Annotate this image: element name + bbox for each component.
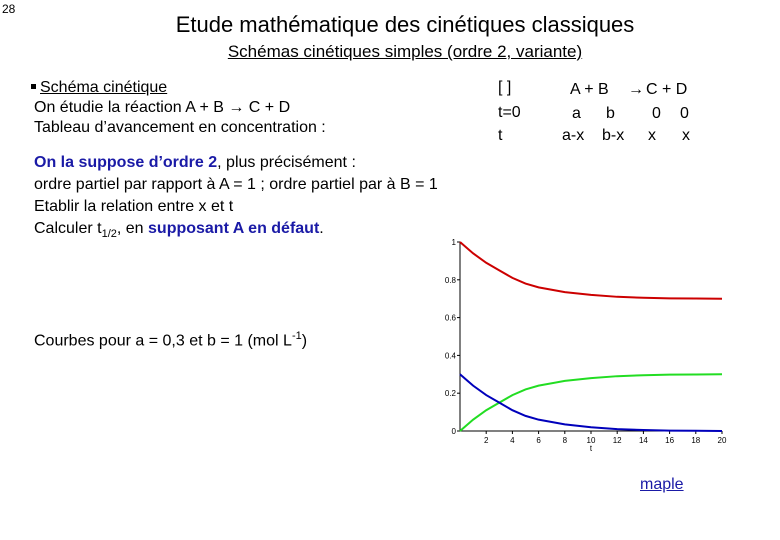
reaction-suffix: C + D [244, 99, 291, 116]
chart-curves [460, 242, 722, 431]
page-subtitle [0, 42, 780, 62]
x-tick-label: 16 [665, 436, 675, 445]
x-tick-label: 14 [638, 436, 648, 445]
equation-arrow-icon: → [628, 81, 644, 98]
order-line [34, 153, 356, 173]
table-col-header-2: t [498, 127, 503, 144]
reaction-line [34, 98, 290, 118]
y-tick-label: 0.2 [444, 389, 456, 399]
chart-axes [445, 238, 727, 453]
calc-emphasis: supposant A en défaut [148, 220, 320, 237]
table-cell: b [606, 105, 615, 122]
table-cell: x [648, 127, 656, 144]
tableau-line: Tableau d’avancement en concentration : [34, 119, 326, 136]
kinetics-chart [420, 232, 740, 457]
table-col-header-0: [ ] [498, 79, 512, 96]
table-cell: b-x [602, 127, 625, 144]
arrow-icon: → [228, 99, 245, 116]
order-rest: , plus précisément : [217, 154, 356, 171]
partial-order-line: ordre partiel par rapport à A = 1 ; ordre partiel par à B = 1 [34, 176, 438, 193]
equation-right: C + D [646, 81, 688, 98]
x-tick-label: 18 [691, 436, 701, 445]
y-tick-label: 0.4 [444, 351, 456, 361]
x-tick-label: 12 [612, 436, 622, 445]
x-tick-label: 4 [510, 436, 515, 445]
series-line-0 [460, 242, 722, 299]
series-line-2 [460, 374, 722, 431]
calc-line [34, 219, 324, 244]
table-cell: a-x [562, 127, 585, 144]
caption-sup: -1 [291, 330, 302, 342]
x-tick-label: 10 [586, 436, 596, 445]
curves-caption [34, 326, 307, 351]
y-tick-label: 0 [451, 427, 456, 436]
calc-end: . [319, 220, 324, 237]
calc-sub: 1/2 [101, 228, 117, 241]
x-tick-label: 2 [483, 436, 489, 445]
reaction-prefix: On étudie la réaction A + B [34, 99, 229, 116]
maple-link[interactable]: maple [640, 476, 684, 493]
calc-prefix: Calculer t [34, 220, 102, 237]
table-cell: x [682, 127, 690, 144]
x-tick-label: 6 [536, 436, 541, 445]
slide-number: 28 [2, 2, 16, 16]
x-tick-label: 8 [562, 436, 568, 445]
subtitle-text: Schémas cinétiques simples (ordre 2, variante) [227, 42, 583, 61]
order-emphasis: On la suppose d’ordre 2 [34, 154, 218, 171]
bullet-icon [31, 84, 36, 89]
x-tick-label: 20 [717, 436, 727, 445]
caption-prefix: Courbes pour a = 0,3 et b = 1 (mol L [34, 332, 292, 350]
x-axis-label: t [589, 444, 593, 453]
calc-middle: , en [116, 220, 149, 237]
y-tick-label: 1 [451, 238, 456, 247]
bullet-heading-line [30, 78, 167, 98]
page-title: Etude mathématique des cinétiques classiques [175, 12, 635, 37]
relation-line: Etablir la relation entre x et t [34, 198, 234, 215]
table-cell: 0 [680, 105, 689, 122]
caption-suffix: ) [301, 332, 308, 350]
table-cell: a [572, 105, 581, 122]
y-tick-label: 0.8 [444, 275, 456, 285]
y-tick-label: 0.6 [444, 313, 456, 323]
bullet-heading: Schéma cinétique [40, 79, 168, 96]
equation-left: A + B [570, 81, 609, 98]
table-cell: 0 [652, 105, 661, 122]
table-col-header-1: t=0 [498, 104, 521, 121]
